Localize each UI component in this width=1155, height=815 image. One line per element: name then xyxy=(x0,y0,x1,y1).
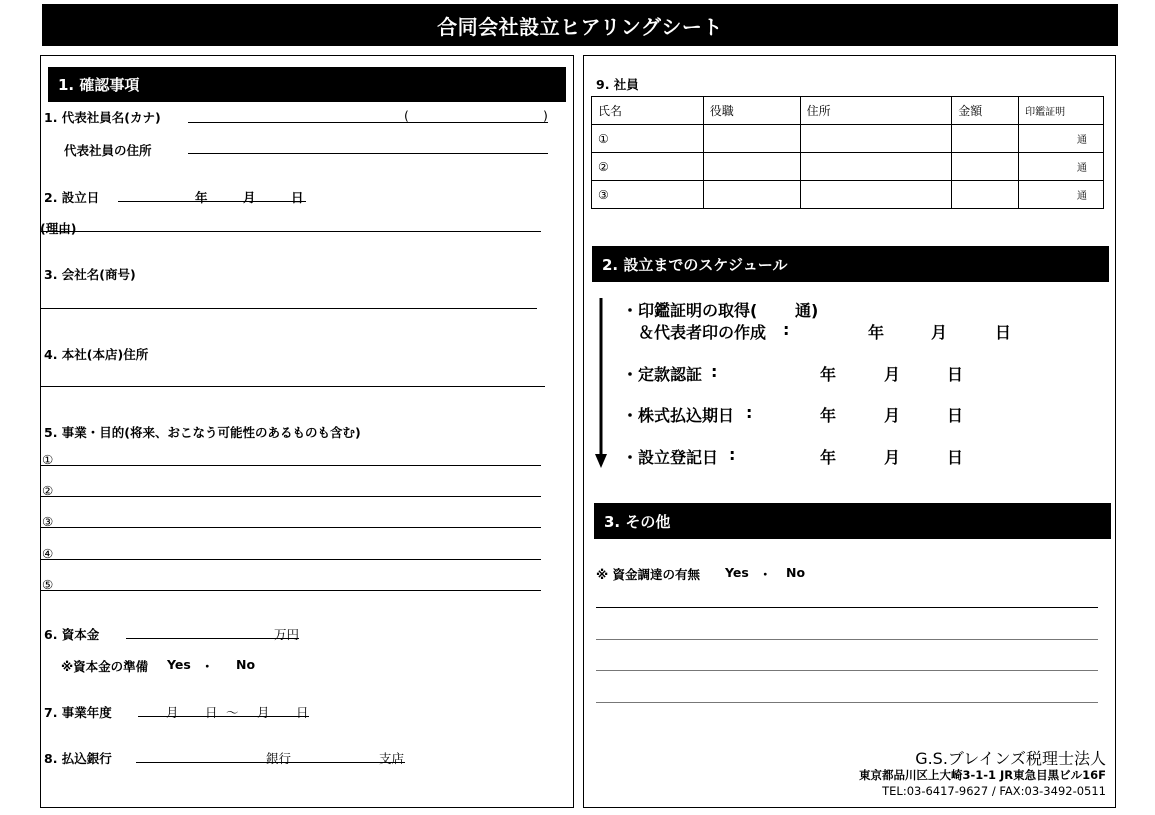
staff-row-number[interactable]: ② xyxy=(592,153,704,181)
staff-cell-seal-count[interactable]: 通 xyxy=(1019,181,1104,209)
schedule-month-3: 月 xyxy=(884,406,901,425)
founding-month-unit: 月 xyxy=(243,190,256,205)
business-item-2-marker: ② xyxy=(42,483,54,498)
staff-header-amount: 金額 xyxy=(952,97,1019,125)
schedule-year-1: 年 xyxy=(868,323,885,342)
staff-table-header xyxy=(592,97,1104,125)
schedule-seal-count-unit: 通) xyxy=(795,301,819,320)
schedule-month-2: 月 xyxy=(884,365,901,384)
table-row xyxy=(592,153,1104,181)
fiscal-year-field[interactable] xyxy=(138,716,309,717)
funding-dot: ・ xyxy=(759,567,772,582)
schedule-day-2: 日 xyxy=(947,365,964,384)
business-item-1-marker: ① xyxy=(42,452,54,467)
schedule-month-1: 月 xyxy=(931,323,948,342)
business-purpose-label: 5. 事業・目的(将来、おこなう可能性のあるものも含む) xyxy=(44,425,361,440)
funding-label: ※ 資金調達の有無 xyxy=(596,567,701,582)
business-item-3-marker: ③ xyxy=(42,514,54,529)
founding-date-field[interactable] xyxy=(118,201,306,202)
table-row xyxy=(592,181,1104,209)
fiscal-month-2: 月 xyxy=(257,705,270,720)
kana-open-paren: ( xyxy=(404,108,409,123)
capital-unit: 万円 xyxy=(274,627,300,642)
schedule-colon-1: : xyxy=(783,320,790,339)
business-item-3-field[interactable] xyxy=(40,527,541,528)
fiscal-tilde: ～ xyxy=(226,705,239,720)
staff-cell-amount[interactable] xyxy=(952,181,1019,209)
schedule-month-4: 月 xyxy=(884,448,901,467)
company-name-field[interactable] xyxy=(40,308,537,309)
business-item-4-marker: ④ xyxy=(42,546,54,561)
section-header-schedule: 2. 設立までのスケジュール xyxy=(592,246,1109,282)
schedule-day-1: 日 xyxy=(995,323,1012,342)
schedule-item-rep-seal: ＆代表者印の作成 xyxy=(638,323,767,342)
branch-unit: 支店 xyxy=(379,751,405,766)
funding-yes[interactable]: Yes xyxy=(725,565,749,580)
staff-cell-position[interactable] xyxy=(703,181,800,209)
fiscal-year-label: 7. 事業年度 xyxy=(44,705,112,720)
schedule-colon-2: : xyxy=(711,362,718,381)
fiscal-day-1: 日 xyxy=(205,705,218,720)
rep-address-label: 代表社員の住所 xyxy=(64,143,152,158)
staff-header-address: 住所 xyxy=(800,97,952,125)
table-row xyxy=(592,125,1104,153)
page-title: 合同会社設立ヒアリングシート xyxy=(42,4,1118,46)
business-item-5-marker: ⑤ xyxy=(42,577,54,592)
schedule-colon-3: : xyxy=(746,403,753,422)
head-office-label: 4. 本社(本店)住所 xyxy=(44,347,149,362)
staff-cell-position[interactable] xyxy=(703,125,800,153)
schedule-colon-4: : xyxy=(729,445,736,464)
notes-line-4[interactable] xyxy=(596,702,1098,703)
staff-cell-address[interactable] xyxy=(800,181,952,209)
notes-line-3[interactable] xyxy=(596,670,1098,671)
firm-contact: TEL:03-6417-9627 / FAX:03-3492-0511 xyxy=(882,784,1106,798)
staff-table xyxy=(591,96,1104,209)
schedule-day-4: 日 xyxy=(947,448,964,467)
bank-unit: 銀行 xyxy=(266,751,292,766)
capital-prep-no[interactable]: No xyxy=(236,657,256,672)
schedule-item-registration: ・設立登記日 xyxy=(622,448,719,467)
schedule-day-3: 日 xyxy=(947,406,964,425)
staff-cell-seal-count[interactable]: 通 xyxy=(1019,153,1104,181)
capital-prep-yes[interactable]: Yes xyxy=(167,657,191,672)
staff-header-seal-cert: 印鑑証明 xyxy=(1019,97,1104,125)
staff-row-number[interactable]: ③ xyxy=(592,181,704,209)
schedule-item-seal-cert: ・印鑑証明の取得( xyxy=(622,301,758,320)
down-arrow-icon xyxy=(592,296,610,472)
business-item-4-field[interactable] xyxy=(40,559,541,560)
staff-row-number[interactable]: ① xyxy=(592,125,704,153)
fiscal-day-2: 日 xyxy=(296,705,309,720)
schedule-year-3: 年 xyxy=(820,406,837,425)
schedule-year-2: 年 xyxy=(820,365,837,384)
staff-cell-amount[interactable] xyxy=(952,153,1019,181)
schedule-year-4: 年 xyxy=(820,448,837,467)
rep-name-field[interactable] xyxy=(188,122,548,123)
business-item-1-field[interactable] xyxy=(40,465,541,466)
fiscal-month-1: 月 xyxy=(166,705,179,720)
staff-header-position: 役職 xyxy=(703,97,800,125)
funding-no[interactable]: No xyxy=(786,565,806,580)
section-header-confirmation: 1. 確認事項 xyxy=(48,67,566,102)
staff-cell-position[interactable] xyxy=(703,153,800,181)
founding-year-unit: 年 xyxy=(195,190,208,205)
bank-label: 8. 払込銀行 xyxy=(44,751,112,766)
head-office-field[interactable] xyxy=(40,386,545,387)
firm-address: 東京都品川区上大崎3-1-1 JR東急目黒ビル16F xyxy=(858,768,1106,782)
business-item-5-field[interactable] xyxy=(40,590,541,591)
reason-field[interactable] xyxy=(40,231,541,232)
reason-label: (理由) xyxy=(40,221,77,236)
kana-close-paren: ) xyxy=(543,108,548,123)
capital-prep-label: ※資本金の準備 xyxy=(61,659,149,674)
capital-prep-dot: ・ xyxy=(201,659,214,674)
notes-line-2[interactable] xyxy=(596,639,1098,640)
capital-label: 6. 資本金 xyxy=(44,627,100,642)
staff-cell-address[interactable] xyxy=(800,153,952,181)
staff-header-name: 氏名 xyxy=(592,97,704,125)
founding-day-unit: 日 xyxy=(291,190,304,205)
business-item-2-field[interactable] xyxy=(40,496,541,497)
staff-cell-seal-count[interactable]: 通 xyxy=(1019,125,1104,153)
rep-address-field[interactable] xyxy=(188,153,548,154)
rep-name-label: 1. 代表社員名(カナ) xyxy=(44,110,161,125)
founding-date-label: 2. 設立日 xyxy=(44,190,100,205)
company-name-label: 3. 会社名(商号) xyxy=(44,267,136,282)
staff-label: 9. 社員 xyxy=(596,77,639,92)
staff-cell-address[interactable] xyxy=(800,125,952,153)
staff-cell-amount[interactable] xyxy=(952,125,1019,153)
schedule-item-payment: ・株式払込期日 xyxy=(622,406,735,425)
section-header-other: 3. その他 xyxy=(594,503,1111,539)
schedule-item-articles: ・定款認証 xyxy=(622,365,703,384)
firm-name: G.S.ブレインズ税理士法人 xyxy=(915,749,1106,768)
notes-line-1[interactable] xyxy=(596,607,1098,608)
